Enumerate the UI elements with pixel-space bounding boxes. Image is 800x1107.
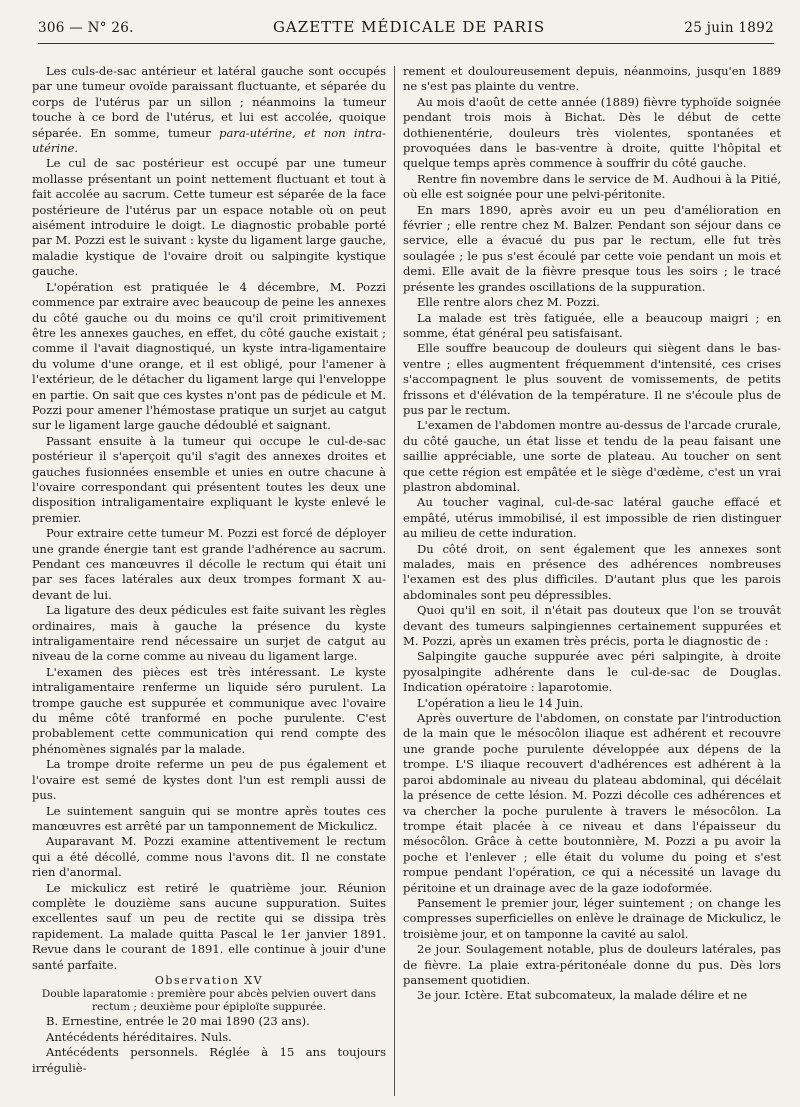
observation-subtitle: Double laparatomie : première pour abcès pelvien ouvert dans rectum ; deuxième pour épiploïte suppurée.	[41, 988, 377, 1014]
emphasis-text: para-utérine, et non intra-utérine.	[32, 125, 387, 156]
paragraph: Elle souffre beaucoup de douleurs qui siègent dans le bas-ventre ; elles augmentent fréquemment d'intensité, ces crises s'accompagnent le plus souvent de vomissements, de petits frissons et d'élévation de la température. Il ne s'écoule plus de pus par le rectum.	[403, 341, 781, 417]
paragraph: La malade est très fatiguée, elle a beaucoup maigri ; en somme, état général peu satisfaisant.	[403, 310, 781, 340]
column-divider	[394, 66, 395, 1096]
paragraph: Le suintement sanguin qui se montre après toutes ces manœuvres est arrêté par un tamponnement de Mickulicz.	[32, 803, 386, 833]
paragraph: Antécédents personnels. Réglée à 15 ans toujours irréguliè-	[32, 1045, 386, 1075]
paragraph: Elle rentre alors chez M. Pozzi.	[417, 295, 600, 310]
page-header	[38, 18, 774, 40]
paragraph-text: Les culs-de-sac antérieur et latéral gauche sont occupés par une tumeur ovoïde paraissant fluctuante, et séparée du corps de l'utérus par un sillon ; néanmoins la tumeur touche à ce bord de l'utérus, et lui est accolée, quoique séparée. En somme, tumeur	[32, 64, 386, 140]
observation-heading: Observation XV	[154, 973, 264, 987]
paragraph: Après ouverture de l'abdomen, on constate par l'introduction de la main que le mésocôlon iliaque est adhérent et recouvre une grande poche purulente développée aux dépens de la trompe. L'S iliaque recouvert d'adhérences est adhérent à la paroi abdominale au niveau du plateau abdominal, qui décélait la présence de cette lésion. M. Pozzi décolle ces adhérences et va chercher la poche purulente à travers le mésocôlon. La trompe était placée à ce niveau et dans l'épaisseur du mésocôlon. Grâce à cette boutonnière, M. Pozzi a pu avoir la poche et l'enlever ; elle était du volume du poing et s'est rompue pendant l'opération, ce qui a nécessité un lavage du péritoine et un drainage avec de la gaze iodoformée.	[403, 711, 781, 895]
paragraph: Le cul de sac postérieur est occupé par une tumeur mollasse présentant un point nettement fluctuant et tout à fait accolée au sacrum. Cette tumeur est séparée de la face postérieure de l'utérus par un espace notable où on peut aisément introduire le doigt. Le diagnostic probable porté par M. Pozzi est le suivant : kyste du ligament large gauche, maladie kystique de l'ovaire droit ou salpingite kystique gauche.	[32, 156, 386, 279]
paragraph: Antécédents héréditaires. Nuls.	[46, 1029, 232, 1044]
left-column	[32, 64, 386, 1076]
paragraph: Pour extraire cette tumeur M. Pozzi est forcé de déployer une grande énergie tant est grande l'adhérence au sacrum. Pendant ces manœuvres il décolle le rectum qui était uni par ses faces latérales aux deux trompes formant X au-devant de lui.	[32, 526, 386, 602]
paragraph: En mars 1890, après avoir eu un peu d'amélioration en février ; elle rentre chez M. Balzer. Pendant son séjour dans ce service, elle a évacué du pus par le rectum, elle fut très soulagée ; le pus s'est écoulé par cette voie pendant un mois et demi. Elle avait de la fièvre presque tous les soirs ; le tracé présente les grandes oscillations de la suppuration.	[403, 202, 781, 294]
paragraph: Quoi qu'il en soit, il n'était pas douteux que l'on se trouvât devant des tumeurs salpingiennes certainement suppurées et M. Pozzi, après un examen très précis, porta le diagnostic de :	[403, 603, 781, 649]
paragraph: Au mois d'août de cette année (1889) fièvre typhoïde soignée pendant trois mois à Bichat. Dès le début de cette dothienentérie, douleurs très violentes, spontanées et provoquées dans le bas-ventre à droite, quitte l'hôpital et quelque temps après commence à souffrir du côté gauche.	[403, 94, 781, 171]
paragraph: Le mickulicz est retiré le quatrième jour. Réunion complète le douzième sans aucune suppuration. Suites excellentes sauf un peu de rectite qui se dissipa très rapidement. La malade quitta Pascal le 1er janvier 1891. Revue dans le courant de 1891. elle continue à jouir d'une santé parfaite.	[32, 880, 386, 972]
paragraph: La ligature des deux pédicules est faite suivant les règles ordinaires, mais à gauche la présence du kyste intraligamentaire rend nécessaire un surjet de catgut au niveau de la corne comme au niveau du ligament large.	[32, 603, 386, 664]
paragraph: Du côté droit, on sent également que les annexes sont malades, mais en présence des adhérences nombreuses l'examen est des plus difficiles. D'autant plus que les parois abdominales sont peu dépressibles.	[403, 541, 781, 602]
paragraph: L'examen de l'abdomen montre au-dessus de l'arcade crurale, du côté gauche, un état lisse et tendu de la peau faisant une saillie appréciable, une sorte de plateau. Au toucher on sent que cette région est empâtée et le siège d'œdème, c'est un vrai plastron abdominal.	[403, 418, 782, 494]
paragraph: Auparavant M. Pozzi examine attentivement le rectum qui a été décollé, comme nous l'avons dit. Il ne constate rien d'anormal.	[32, 834, 386, 880]
paragraph: Passant ensuite à la tumeur qui occupe le cul-de-sac postérieur il s'aperçoit qu'il s'agit des annexes droites et gauches fusionnées ensemble et unies en outre chacune à l'ovaire correspondant qui présentent toutes les deux une disposition intraligamentaire expliquant le kyste enlevé le premier.	[32, 433, 386, 525]
paragraph: Salpingite gauche suppurée avec péri salpingite, à droite pyosalpingite adhérente dans le cul-de-sac de Douglas. Indication opératoire : laparotomie.	[403, 649, 781, 695]
paragraph: La trompe droite referme un peu de pus également et l'ovaire est semé de kystes dont l'un est rempli aussi de pus.	[32, 757, 386, 803]
paragraph: Pansement le premier jour, léger suintement ; on change les compresses superficielles on enlève le drainage de Mickulicz, le troisième jour, et on tamponne la cavité au salol.	[403, 895, 781, 941]
journal-title: GAZETTE MÉDICALE DE PARIS	[272, 18, 546, 36]
right-column	[403, 64, 781, 1004]
header-rule	[38, 43, 774, 44]
paragraph: B. Ernestine, entrée le 20 mai 1890 (23 ans).	[46, 1014, 310, 1029]
paragraph: rement et douloureusement depuis, néanmoins, jusqu'en 1889 ne s'est pas plainte du ventre.	[403, 64, 781, 94]
paragraph: L'opération est pratiquée le 4 décembre, M. Pozzi commence par extraire avec beaucoup de peine les annexes du côté gauche ou du moins ce qu'il croit primitivement être les annexes gauches, en effet, du côté gauche existait ; comme il l'avait diagnostiqué, un kyste intra-ligamentaire du volume d'une orange, et il est obligé, pour l'amener à l'extérieur, de le détacher du ligament large qui l'enveloppe en partie. On sait que ces kystes n'ont pas de pédicule et M. Pozzi pour amener l'hémostase pratique un surjet au catgut sur le ligament large gauche dédoublé et saignant.	[32, 279, 386, 433]
paragraph: 3e jour. Ictère. Etat subcomateux, la malade délire et ne	[417, 988, 748, 1003]
paragraph: 2e jour. Soulagement notable, plus de douleurs latérales, pas de fièvre. La plaie extra-péritonéale donne du pus. Dès lors pansement quotidien.	[403, 942, 781, 987]
paragraph: L'opération a lieu le 14 Juin.	[417, 695, 584, 710]
paragraph	[32, 64, 386, 156]
page-number: 306 — N° 26.	[38, 20, 134, 36]
paragraph: Au toucher vaginal, cul-de-sac latéral gauche effacé et empâté, utérus immobilisé, il est impossible de rien distinguer au milieu de cette induration.	[403, 495, 781, 541]
paragraph: Rentre fin novembre dans le service de M. Audhoui à la Pitié, où elle est soignée pour une pelvi-péritonite.	[403, 171, 781, 202]
paragraph: L'examen des pièces est très intéressant. Le kyste intraligamentaire renferme un liquide séro purulent. La trompe gauche est suppurée et communique avec l'ovaire du même côté tranformé en poche purulente. C'est probablement cette communication qui rend compte des phénomènes signalés par la malade.	[32, 664, 386, 756]
issue-date: 25 juin 1892	[684, 20, 774, 36]
